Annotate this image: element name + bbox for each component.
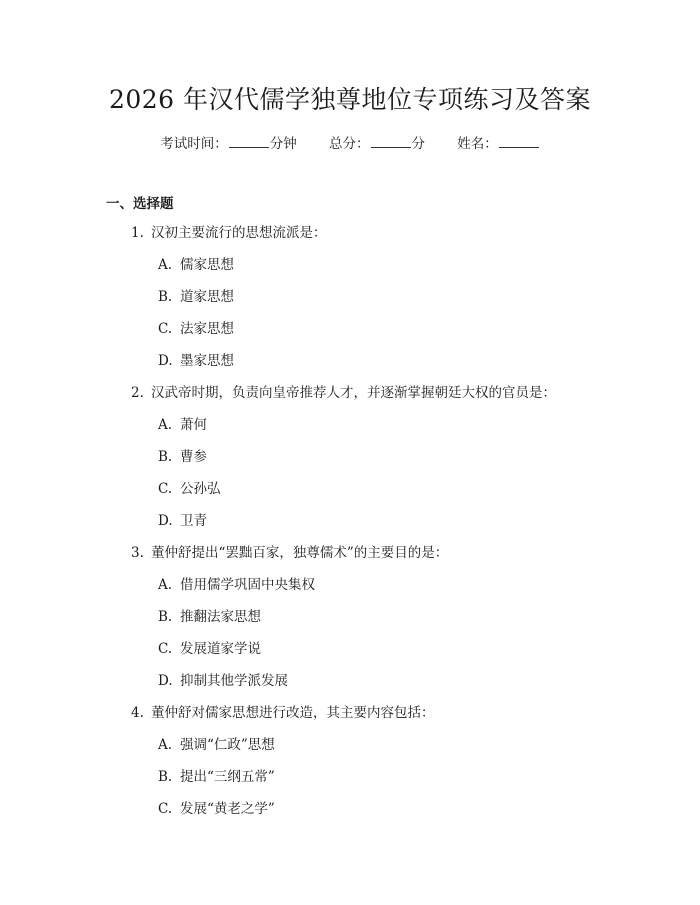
question (0, 541, 700, 573)
answer-option (0, 509, 700, 541)
exam-time (160, 132, 297, 152)
question-text: 董仲舒对儒家思想进行改造，其主要内容包括： (151, 705, 435, 721)
option-letter: D. (158, 353, 173, 369)
option-text: 借用儒学巩固中央集权 (180, 577, 315, 593)
student-name (457, 132, 540, 152)
option-letter: C. (158, 321, 173, 337)
option-text: 推翻法家思想 (180, 609, 261, 625)
option-text: 法家思想 (180, 321, 234, 337)
score-blank (371, 136, 411, 148)
question (0, 221, 700, 253)
answer-option (0, 349, 700, 381)
question-list (0, 221, 700, 829)
answer-option (0, 445, 700, 477)
exam-meta (0, 132, 700, 152)
question-text: 汉武帝时期，负责向皇帝推荐人才，并逐渐掌握朝廷大权的官员是： (151, 385, 556, 401)
time-unit: 分钟 (269, 136, 297, 152)
answer-option (0, 413, 700, 445)
answer-option (0, 765, 700, 797)
section-heading: 一、选择题 (106, 196, 174, 212)
option-letter: B. (158, 769, 173, 785)
question-text: 汉初主要流行的思想流派是： (151, 225, 327, 241)
option-letter: D. (158, 513, 173, 529)
time-blank (229, 136, 269, 148)
option-text: 发展“黄老之学” (180, 801, 275, 817)
option-text: 儒家思想 (180, 257, 234, 273)
question-number: 3. (131, 545, 144, 561)
answer-option (0, 477, 700, 509)
name-label: 姓名： (457, 136, 498, 152)
total-score (329, 132, 425, 152)
question (0, 381, 700, 413)
option-text: 墨家思想 (180, 353, 234, 369)
answer-option (0, 317, 700, 349)
answer-option (0, 637, 700, 669)
option-text: 发展道家学说 (180, 641, 261, 657)
option-letter: A. (158, 417, 173, 433)
option-letter: B. (158, 289, 173, 305)
time-label: 考试时间： (160, 136, 228, 152)
answer-option (0, 573, 700, 605)
option-text: 萧何 (180, 417, 207, 433)
option-letter: C. (158, 801, 173, 817)
answer-option (0, 285, 700, 317)
option-text: 公孙弘 (180, 481, 221, 497)
option-letter: A. (158, 257, 173, 273)
option-letter: A. (158, 577, 173, 593)
question-number: 4. (131, 705, 144, 721)
question-number: 2. (131, 385, 144, 401)
question (0, 701, 700, 733)
name-blank (499, 136, 539, 148)
answer-option (0, 669, 700, 701)
page-title: 2026 年汉代儒学独尊地位专项练习及答案 (108, 85, 592, 114)
answer-option (0, 797, 700, 829)
option-letter: A. (158, 737, 173, 753)
option-letter: D. (158, 673, 173, 689)
option-text: 强调“仁政”思想 (180, 737, 275, 753)
answer-option (0, 253, 700, 285)
option-text: 卫青 (180, 513, 207, 529)
score-unit: 分 (411, 136, 425, 152)
option-letter: B. (158, 449, 173, 465)
question-text: 董仲舒提出“罢黜百家，独尊儒术”的主要目的是： (151, 545, 449, 561)
option-text: 抑制其他学派发展 (180, 673, 288, 689)
option-letter: C. (158, 641, 173, 657)
answer-option (0, 733, 700, 765)
option-letter: B. (158, 609, 173, 625)
question-number: 1. (131, 225, 144, 241)
option-text: 道家思想 (180, 289, 234, 305)
option-letter: C. (158, 481, 173, 497)
option-text: 提出“三纲五常” (180, 769, 275, 785)
answer-option (0, 605, 700, 637)
score-label: 总分： (329, 136, 370, 152)
option-text: 曹参 (180, 449, 207, 465)
